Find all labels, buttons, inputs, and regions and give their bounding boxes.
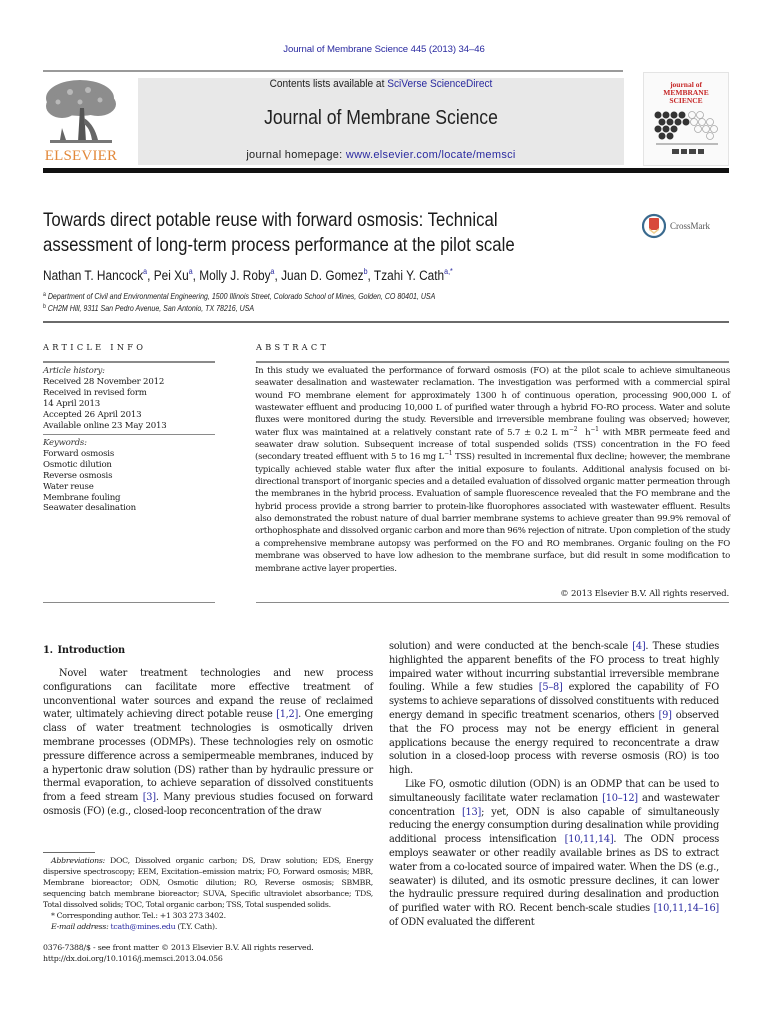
affiliation-mark[interactable]: a <box>270 267 275 276</box>
citation-link[interactable]: [10–12] <box>602 792 638 804</box>
email-link[interactable]: tcath@mines.edu <box>110 922 176 931</box>
journal-homepage-line <box>138 149 624 161</box>
issn-line: 0376-7388/$ - see front matter © 2013 Elsevier B.V. All rights reserved. <box>43 943 314 952</box>
front-matter <box>43 942 383 964</box>
masthead-top-rule <box>43 70 623 72</box>
crossmark-button[interactable] <box>642 213 710 239</box>
author-list: Nathan T. Hancock$^a$, Pei Xu$^a$, Molly J. Roby$^a$, Juan D. Gomez$^b$, Tzahi Y. Cath$^{a,*}$ <box>43 267 453 283</box>
journal-title: Journal of Membrane Science <box>264 107 498 129</box>
corresponding-author-footnote: * Corresponding author. Tel.: +1 303 273 3402. <box>51 911 226 920</box>
citation-link[interactable]: [5–8] <box>538 682 563 694</box>
keywords <box>43 438 215 514</box>
affiliation-mark[interactable]: a <box>143 267 148 276</box>
doi-link[interactable]: http://dx.doi.org/10.1016/j.memsci.2013.04.056 <box>43 954 223 963</box>
abstract-bottom-rule <box>256 602 729 603</box>
author-name[interactable]: Juan D. Gomez <box>281 268 364 283</box>
article-title: Towards direct potable reuse with forward osmosis: Technical assessment of long-term process performance at the pilot scale <box>43 209 515 256</box>
cover-blurb <box>656 143 718 145</box>
author-name[interactable]: Molly J. Roby <box>199 268 271 283</box>
footnote-rule <box>43 852 95 853</box>
history-item: 14 April 2013 <box>43 398 100 409</box>
abstract-text: In this study we evaluated the performance of forward osmosis (FO) at the pilot scale to achieve simultaneous seawater desalination and wastewater reclamation. The investigation was performed with a commercial spiral wound FO membrane element for approximately 1300 h of continuous operation, processing 900,000 L of wastewater effluent and producing 10,000 L of purified water through a hybrid FO-RO process. Water and solute fluxes were monitored during the study. Reversible and irreversible membrane fouling was observed; however, water flux was maintained at a relatively constant rate of 5.7 ± 0.2 L $m^{-2}$ $h^{-1}$ with MBR permeate feed and seawater draw solution. Subsequent increase of total suspended solids (TSS) concentration in the FO feed (secondary treated effluent with 5 to 16 mg $L^{-1}$ TSS) resulted in incremental flux decline; however, the membrane typically achieved stable water flux after the initial exposure to foulants. Additional analysis focused on bi-directional transport of inorganic species and a detailed evaluation of dissolved organic matter permeation through the membranes in the hybrid process. Evaluation of sample fluorescence revealed that the FO membrane and the hybrid process provide a strong barrier to protein-like fluorophores associated with wastewater effluent. Results also demonstrated the robust nature of dual barrier membrane systems to achieve greater than 99.9% removal of orthophosphate and dissolved organic carbon and more than 96% rejection of nitrate. Upon completion of the study a comprehensive membrane autopsy was performed on the FO and RO membranes. Organic fouling on the FO membrane was observed to have low adhesion to the membrane surface, but did result in some modification to membrane active layer properties. <box>255 366 731 574</box>
title-block-rule <box>43 321 729 323</box>
keyword-item: Reverse osmosis <box>43 470 113 481</box>
body-column-right <box>389 640 719 930</box>
keyword-item: Forward osmosis <box>43 448 115 459</box>
section-heading-introduction: 1. Introduction <box>43 645 125 656</box>
body-column-left <box>43 667 373 819</box>
keyword-item: Osmotic dilution <box>43 459 112 470</box>
author-name[interactable]: Nathan T. Hancock <box>43 268 144 283</box>
cover-hexagon-graphic-icon <box>652 109 722 141</box>
author-name[interactable]: Tzahi Y. Cath <box>373 268 445 283</box>
citation-link[interactable]: [10,11,14] <box>564 834 614 846</box>
abstract-rule <box>256 361 729 363</box>
elsevier-wordmark: ELSEVIER <box>44 148 118 164</box>
keyword-item: Membrane fouling <box>43 492 121 503</box>
crossmark-icon <box>642 213 666 239</box>
citation-link[interactable]: [1,2] <box>276 709 299 721</box>
article-history <box>43 366 215 431</box>
history-item: Accepted 26 April 2013 <box>43 409 142 420</box>
crossmark-label: CrossMark <box>670 221 710 231</box>
masthead-thick-rule <box>43 168 729 173</box>
history-item: Available online 23 May 2013 <box>43 420 167 431</box>
journal-homepage-link[interactable]: www.elsevier.com/locate/memsci <box>345 149 516 161</box>
affiliation-mark[interactable]: a,* <box>444 267 453 276</box>
body-paragraph: Like FO, osmotic dilution (ODN) is an ODMP that can be used to simultaneously facilitate water reclamation [10–12] and wastewater concentration [13]; yet, ODN is also capable of simultaneously reducing the energy consumption during desalination while providing additional process intensification [10,11,14]. The ODN process employs seawater or other readily available brines as DS to extract water from a co-located source of impaired water. When the DS (e.g., seawater) is diluted, and its osmotic pressure declines, it can lower the hydraulic pressure required during desalination and production of purified water with RO. Recent bench-scale studies [10,11,14–16] of ODN evaluated the different <box>389 778 719 928</box>
article-info-heading: ARTICLE INFO <box>43 342 147 352</box>
keywords-label: Keywords: <box>43 438 87 448</box>
keyword-item: Water reuse <box>43 481 94 492</box>
contents-prefix: Contents lists available at <box>269 78 388 90</box>
cover-title: journal of MEMBRANE SCIENCE <box>663 80 709 105</box>
history-item: Received in revised form <box>43 387 147 398</box>
keywords-rule <box>43 434 215 435</box>
abstract-copyright: © 2013 Elsevier B.V. All rights reserved. <box>560 589 729 599</box>
abbreviations-footnote: Abbreviations: DOC, Dissolved organic carbon; DS, Draw solution; EDS, Energy dispersive spectroscopy; EEM, Excitation–emission matrix; FO, Forward osmosis; MBR, Membrane bioreactor; ODN, Osmotic dilution; RO, Reverse osmosis; SBMBR, sequencing batch membrane bioreactor; SUVA, Specific ultraviolet absorbance; TDS, Total dissolved solids; TOC, Total organic carbon; TSS, Total suspended solids. <box>43 856 373 909</box>
affiliation-b: $^b$ CH2M Hill, 9311 San Pedro Avenue, San Antonio, TX 78216, USA <box>43 304 255 313</box>
running-head[interactable]: Journal of Membrane Science 445 (2013) 34–46 <box>283 44 485 55</box>
citation-link[interactable]: [9] <box>658 709 672 721</box>
history-item: Received 28 November 2012 <box>43 376 165 387</box>
footnotes <box>43 855 373 932</box>
cover-icons <box>672 149 704 154</box>
affiliations <box>43 290 645 314</box>
contents-available-line <box>157 78 604 90</box>
body-paragraph: Novel water treatment technologies and new process configurations can facilitate more effective treatment of unconventional water sources and expand the reuse of reclaimed water, ultimately achieving direct potable reuse [1,2]. One emerging class of water treatment technologies is osmotically driven membrane processes (ODMPs). These technologies rely on osmotic pressure difference across a semipermeable membranes, induced by a hypertonic draw solution (DS) rather than by hydraulic pressure or thermal evaporation, to achieve separation of dissolved constituents from a feed stream [3]. Many previous studies focused on forward osmosis (FO) (e.g., closed-loop reconcentration of the draw <box>43 668 373 817</box>
abstract-heading: ABSTRACT <box>256 342 330 352</box>
author-name[interactable]: Pei Xu <box>153 268 189 283</box>
email-footnote: E-mail address: tcath@mines.edu (T.Y. Cath). <box>51 922 218 931</box>
citation-link[interactable]: [4] <box>632 641 646 652</box>
article-history-label: Article history: <box>43 366 105 376</box>
affiliation-mark[interactable]: a <box>188 267 193 276</box>
affiliation-mark[interactable]: b <box>363 267 368 276</box>
citation-link[interactable]: [3] <box>142 792 156 804</box>
affiliation-a: $^a$ Department of Civil and Environmental Engineering, 1500 Illinois Street, Colorado School of Mines, Golden, CO 80401, USA <box>43 292 436 301</box>
body-paragraph: solution) and were conducted at the bench-scale [4]. These studies highlighted the apparent benefits of the FO process to treat highly impaired water without incurring substantial irreversible membrane fouling. While a few studies [5–8] explored the capability of FO systems to achieve separations of dissolved constituents with reduced energy demand in specific treatment scenarios, others [9] observed that the FO process may not be energy efficient in general applications because the energy required to reconcentrate a draw solution in a closed-loop process with reverse osmosis (RO) is too high. <box>389 641 720 777</box>
article-info-bottom-rule <box>43 602 215 603</box>
sciencedirect-link[interactable]: SciVerse ScienceDirect <box>387 78 493 90</box>
citation-link[interactable]: [13] <box>461 806 482 818</box>
citation-link[interactable]: [10,11,14–16] <box>653 903 719 915</box>
journal-cover-thumbnail[interactable] <box>643 72 729 166</box>
keyword-item: Seawater desalination <box>43 503 136 514</box>
homepage-prefix: journal homepage: <box>246 149 346 161</box>
article-info-rule <box>43 361 215 363</box>
